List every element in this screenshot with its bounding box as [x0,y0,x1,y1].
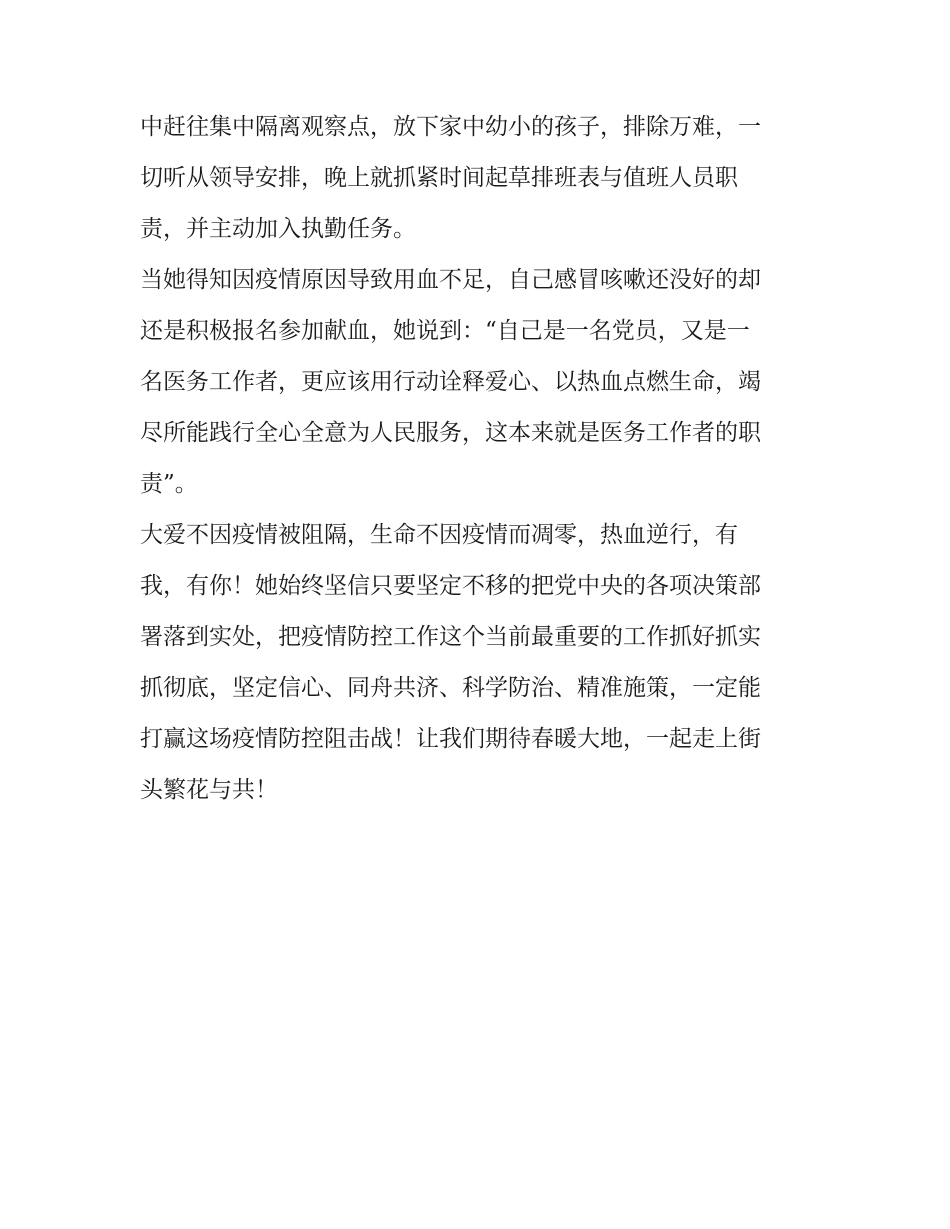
text-line: 打赢这场疫情防控阻击战！让我们期待春暖大地，一起走上街 [140,726,761,752]
text-line: 责”。 [140,471,198,497]
text-line: 抓彻底，坚定信心、同舟共济、科学防治、精准施策，一定能 [140,675,761,701]
text-line: 头繁花与共！ [140,777,278,803]
text-line: 我，有你！她始终坚信只要坚定不移的把党中央的各项决策部 [140,573,761,599]
text-line: 名医务工作者，更应该用行动诠释爱心、以热血点燃生命，竭 [140,369,761,395]
text-line: 切听从领导安排，晚上就抓紧时间起草排班表与值班人员职 [140,165,738,191]
text-line: 还是积极报名参加献血，她说到：“自己是一名党员，又是一 [140,318,750,344]
text-line: 中赶往集中隔离观察点，放下家中幼小的孩子，排除万难，一 [140,114,761,140]
document-body [140,102,820,816]
text-line: 尽所能践行全心全意为人民服务，这本来就是医务工作者的职 [140,420,761,446]
text-line: 当她得知因疫情原因导致用血不足，自己感冒咳嗽还没好的却 [140,267,761,293]
text-line: 责，并主动加入执勤任务。 [140,216,416,242]
text-line: 大爱不因疫情被阻隔，生命不因疫情而凋零，热血逆行，有 [140,522,738,548]
text-line: 署落到实处，把疫情防控工作这个当前最重要的工作抓好抓实 [140,624,761,650]
